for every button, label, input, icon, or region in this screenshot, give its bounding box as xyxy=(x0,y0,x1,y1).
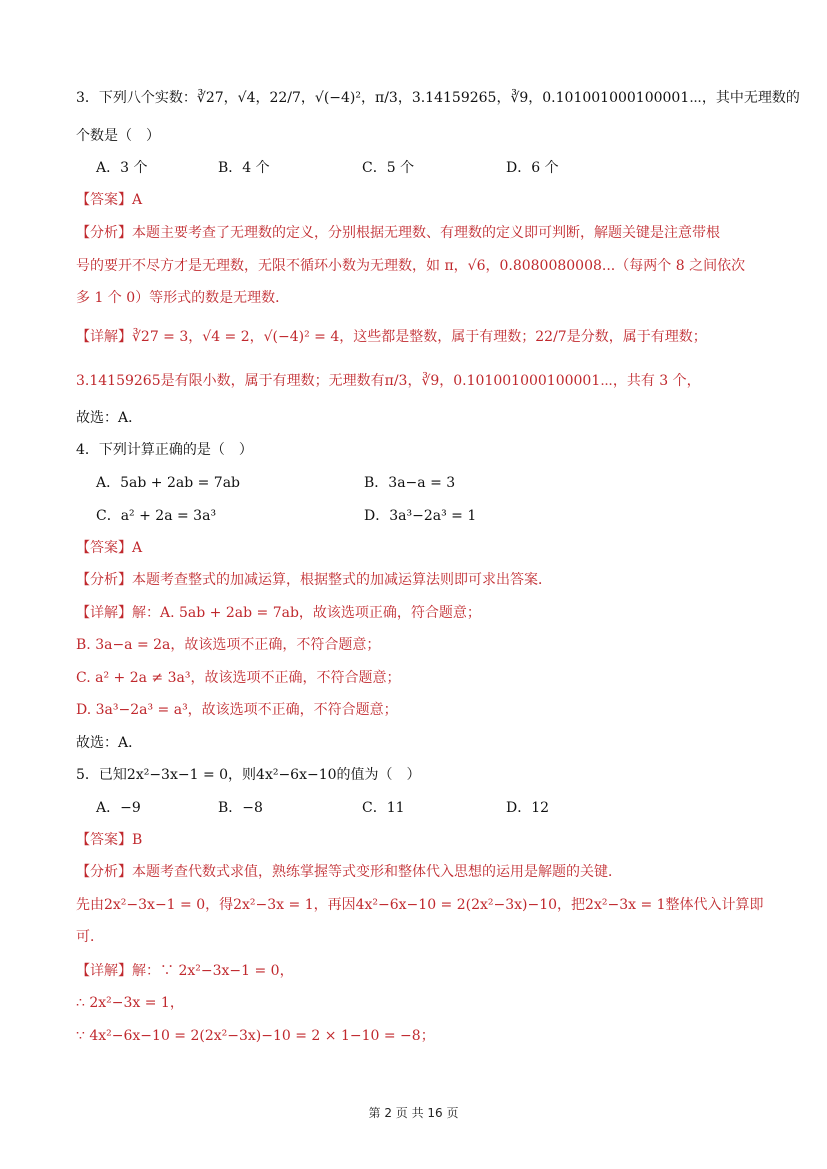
q5-answer: 【答案】B xyxy=(76,832,143,848)
q5-analysis: 【分析】本题考查代数式求值，熟练掌握等式变形和整体代入思想的运用是解题的关键． xyxy=(76,864,622,880)
q3-option-c: C．5 个 xyxy=(362,160,415,176)
q5-option-b: B．−8 xyxy=(218,800,263,816)
q4-option-b: B．3a−a = 3 xyxy=(364,475,456,491)
q4-detail-c: C. a² + 2a ≠ 3a³，故该选项不正确，不符合题意； xyxy=(76,670,401,686)
q3-detail-line1: 【详解】∛27 = 3，√4 = 2，√(−4)² = 4，这些都是整数，属于有理数；22/7是分数，属于有理数； xyxy=(76,329,707,345)
q5-analysis-line2: 先由2x²−3x−1 = 0，得2x²−3x = 1，再因4x²−6x−10 = 2(2x²−3x)−10，把2x²−3x = 1整体代入计算即 xyxy=(76,897,764,913)
q5-stem: 5．已知2x²−3x−1 = 0，则4x²−6x−10的值为（ ） xyxy=(76,767,421,783)
q3-analysis-line2: 号的要开不尽方才是无理数，无限不循环小数为无理数，如 π，√6，0.8080080008...（每两个 8 之间依次 xyxy=(76,258,746,274)
q3-analysis-line1: 【分析】本题主要考查了无理数的定义，分别根据无理数、有理数的定义即可判断，解题关键是注意带根 xyxy=(76,225,720,241)
q4-answer: 【答案】A xyxy=(76,540,143,556)
q4-conclusion: 故选：A． xyxy=(76,735,143,751)
q5-option-c: C．11 xyxy=(362,800,405,816)
q5-detail-line2: ∴ 2x²−3x = 1， xyxy=(76,995,184,1011)
q4-stem: 4．下列计算正确的是（ ） xyxy=(76,442,253,458)
q3-option-b: B．4 个 xyxy=(218,160,270,176)
q3-answer: 【答案】A xyxy=(76,192,143,208)
q4-detail-b: B. 3a−a = 2a，故该选项不正确，不符合题意； xyxy=(76,637,381,653)
q3-detail-line2: 3.14159265是有限小数，属于有理数；无理数有π/3，∛9，0.101001000100001⋯，共有 3 个， xyxy=(76,373,701,389)
page-footer: 第 2 页 共 16 页 xyxy=(368,1106,459,1120)
q4-detail-a: 【详解】解：A. 5ab + 2ab = 7ab，故该选项正确，符合题意； xyxy=(76,605,481,621)
q5-detail-line1: 【详解】解：∵ 2x²−3x−1 = 0， xyxy=(76,963,294,979)
q3-stem-line1: 3．下列八个实数：∛27，√4，22/7，√(−4)²，π/3，3.14159265，∛9，0.101001000100001⋯，其中无理数的 xyxy=(76,90,800,106)
q5-option-d: D．12 xyxy=(506,800,550,816)
q4-detail-d: D. 3a³−2a³ = a³，故该选项不正确，不符合题意； xyxy=(76,702,398,718)
q3-conclusion: 故选：A． xyxy=(76,410,143,426)
q3-stem-line2: 个数是（ ） xyxy=(76,128,160,144)
q5-analysis-line3: 可． xyxy=(76,929,104,945)
q4-option-d: D．3a³−2a³ = 1 xyxy=(364,508,477,524)
q3-analysis-line3: 多 1 个 0）等形式的数是无理数． xyxy=(76,290,290,306)
q4-analysis: 【分析】本题考查整式的加减运算，根据整式的加减运算法则即可求出答案． xyxy=(76,572,552,588)
q3-option-a: A．3 个 xyxy=(96,160,148,176)
q3-option-d: D．6 个 xyxy=(506,160,559,176)
q4-option-a: A．5ab + 2ab = 7ab xyxy=(96,475,241,491)
q4-option-c: C．a² + 2a = 3a³ xyxy=(96,508,217,524)
q5-option-a: A．−9 xyxy=(96,800,141,816)
q5-detail-line3: ∵ 4x²−6x−10 = 2(2x²−3x)−10 = 2 × 1−10 = −8； xyxy=(76,1028,435,1044)
